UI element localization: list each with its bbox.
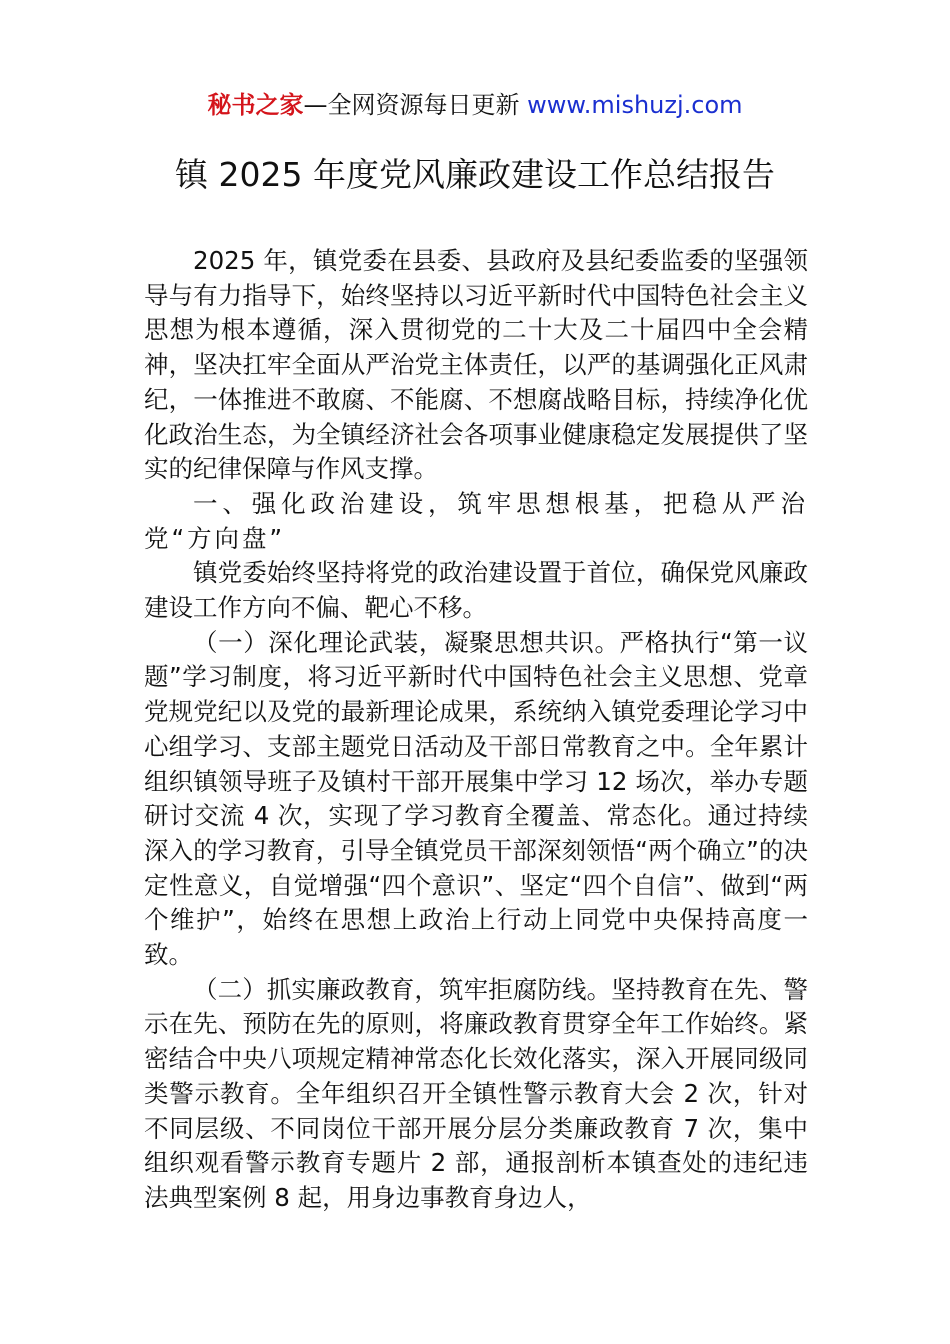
subsection-2-paragraph: （二）抓实廉政教育，筑牢拒腐防线。坚持教育在先、警示在先、预防在先的原则，将廉政教育贯穿全年工作始终。紧密结合中央八项规定精神常态化长效化落实，深入开展同级同类警示教育。全年组织召开全镇性警示教育大会 2 次，针对不同层级、不同岗位干部开展分层分类廉政教育 7 次，集中组织观看警示教育专题片 2 部，通报剖析本镇查处的违纪违法典型案例 8 起，用身边事教育身边人，	[144, 974, 808, 1212]
section-intro-paragraph: 镇党委始终坚持将党的政治建设置于首位，确保党风廉政建设工作方向不偏、靶心不移。	[144, 558, 808, 623]
document-body	[144, 244, 808, 1216]
section-heading-1: 一、强化政治建设，筑牢思想根基，把稳从严治党“方向盘”	[144, 488, 808, 553]
subsection-1-paragraph: （一）深化理论武装，凝聚思想共识。严格执行“第一议题”学习制度，将习近平新时代中国特色社会主义思想、党章党规党纪以及党的最新理论成果，系统纳入镇党委理论学习中心组学习、支部主题党日活动及干部日常教育之中。全年累计组织镇领导班子及镇村干部开展集中学习 12 场次，举办专题研讨交流 4 次，实现了学习教育全覆盖、常态化。通过持续深入的学习教育，引导全镇党员干部深刻领悟“两个确立”的决定性意义，自觉增强“四个意识”、坚定“四个自信”、做到“两个维护”，始终在思想上政治上行动上同党中央保持高度一致。	[144, 627, 808, 970]
intro-paragraph: 2025 年，镇党委在县委、县政府及县纪委监委的坚强领导与有力指导下，始终坚持以习近平新时代中国特色社会主义思想为根本遵循，深入贯彻党的二十大及二十届四中全会精神，坚决扛牢全面从严治党主体责任，以严的基调强化正风肃纪，一体推进不敢腐、不能腐、不想腐战略目标，持续净化优化政治生态，为全镇经济社会各项事业健康稳定发展提供了坚实的纪律保障与作风支撑。	[144, 246, 808, 484]
site-banner	[0, 88, 950, 122]
banner-tagline: —全网资源每日更新	[303, 91, 528, 119]
document-title: 镇 2025 年度党风廉政建设工作总结报告	[175, 155, 775, 194]
banner-brand: 秘书之家	[207, 91, 304, 119]
banner-url-link[interactable]: www.mishuzj.com	[527, 91, 743, 119]
